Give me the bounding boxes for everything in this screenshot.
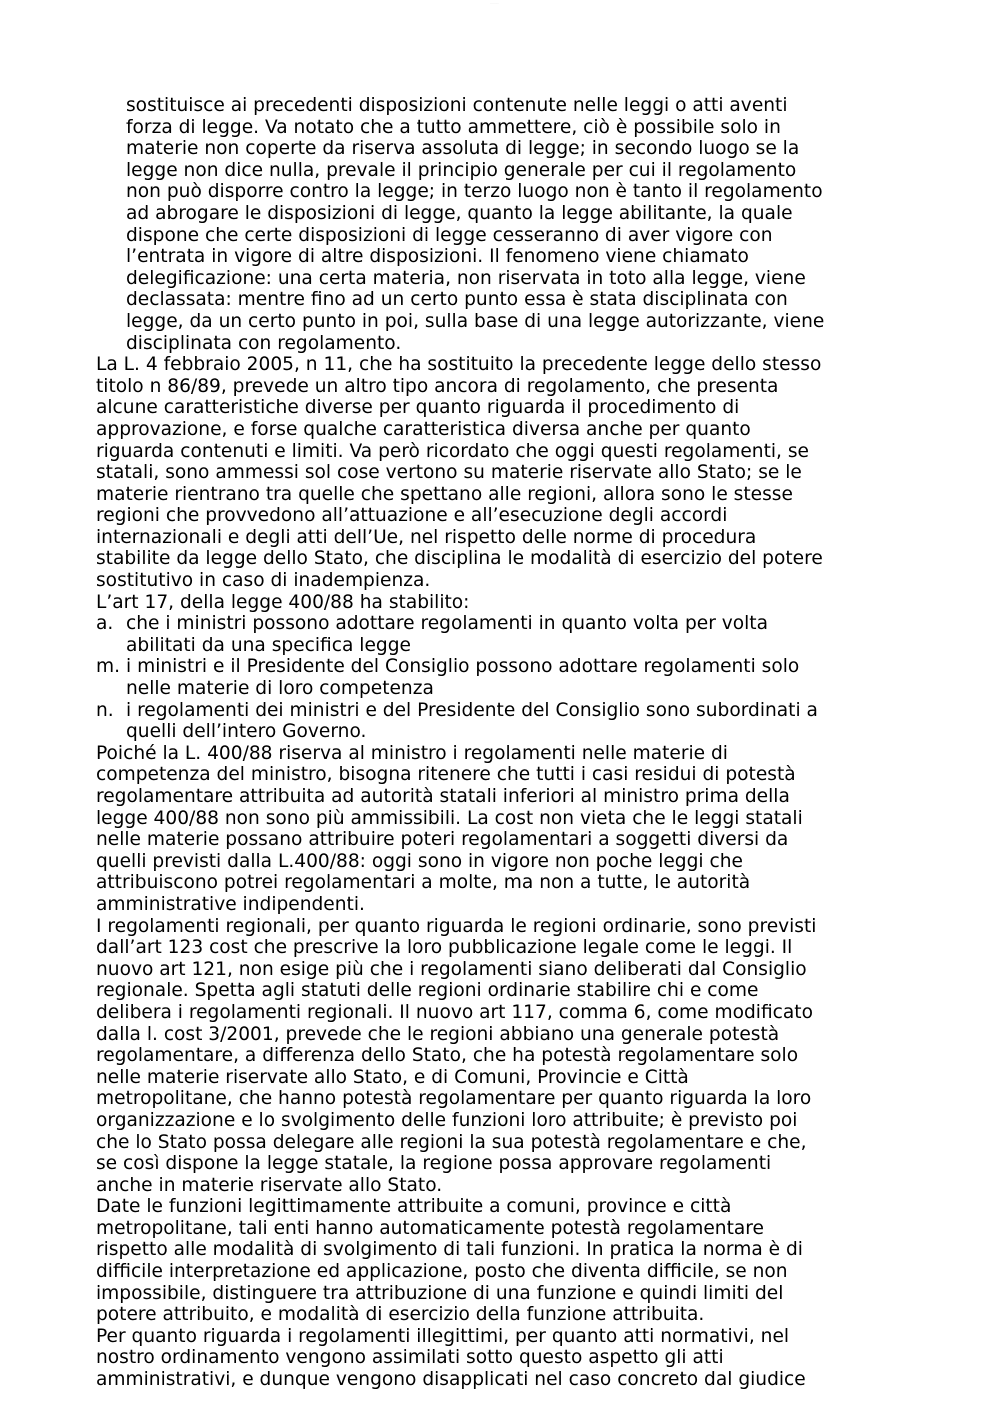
text-line: se così dispone la legge statale, la regione possa approvare regolamenti: [96, 1153, 772, 1175]
text-line: materie rientrano tra quelle che spettano alle regioni, allora sono le stesse: [96, 483, 793, 505]
text-line: regioni che provvedono all’attuazione e all’esecuzione degli accordi: [96, 505, 728, 527]
text-line: legge, da un certo punto in poi, sulla base di una legge autorizzante, viene: [126, 310, 825, 332]
page-header-mark: ·········: [490, 2, 499, 5]
text-line: quelli dell’intero Governo.: [126, 721, 367, 743]
text-line: attribuiscono potrei regolamentari a molte, ma non a tutte, le autorità: [96, 872, 751, 894]
text-line: metropolitane, tali enti hanno automaticamente potestà regolamentare: [96, 1217, 764, 1239]
text-line: delibera i regolamenti regionali. Il nuovo art 117, comma 6, come modificato: [96, 1001, 813, 1023]
text-line: amministrative indipendenti.: [96, 893, 365, 915]
paragraph-delegificazione: [96, 95, 896, 354]
text-line: quelli previsti dalla L.400/88: oggi sono in vigore non poche leggi che: [96, 850, 743, 872]
text-line: forza di legge. Va notato che a tutto ammettere, ciò è possibile solo in: [126, 116, 781, 138]
text-line: Date le funzioni legittimamente attribuite a comuni, province e città: [96, 1196, 732, 1218]
text-line: statali, sono ammessi sol cose vertono su materie riservate allo Stato; se le: [96, 462, 802, 484]
paragraph-regolamenti-regionali: [96, 916, 896, 1197]
text-line: impossibile, distinguere tra attribuzione di una funzione e quindi limiti del: [96, 1282, 784, 1304]
text-line: internazionali e degli atti dell’Ue, nel rispetto delle norme di procedura: [96, 526, 757, 548]
text-line: rispetto alle modalità di svolgimento di tali funzioni. In pratica la norma è di: [96, 1239, 803, 1261]
text-line: sostitutivo in caso di inadempienza.: [96, 570, 431, 592]
list-marker: a.: [96, 613, 114, 635]
list-item: [96, 656, 896, 699]
text-line: i ministri e il Presidente del Consiglio possono adottare regolamenti solo: [126, 656, 800, 678]
text-line: regolamentare, a differenza dello Stato, che ha potestà regolamentare solo: [96, 1045, 799, 1067]
text-line: legge non dice nulla, prevale il principio generale per cui il regolamento: [126, 159, 797, 181]
text-line: materie non coperte da riserva assoluta di legge; in secondo luogo se la: [126, 138, 800, 160]
text-line: competenza del ministro, bisogna ritenere che tutti i casi residui di potestà: [96, 764, 796, 786]
paragraph-regolamenti-illegittimi: [96, 1326, 896, 1391]
paragraph-art17-intro: [96, 592, 896, 614]
text-line: nuovo art 121, non esige più che i regolamenti siano deliberati dal Consiglio: [96, 958, 807, 980]
text-line: i regolamenti dei ministri e del Presidente del Consiglio sono subordinati a: [126, 699, 818, 721]
list-item: [96, 700, 896, 743]
text-line: organizzazione e lo svolgimento delle funzioni loro attribuite; è previsto poi: [96, 1109, 798, 1131]
text-line: La L. 4 febbraio 2005, n 11, che ha sostituito la precedente legge dello stesso: [96, 354, 822, 376]
text-line: dispone che certe disposizioni di legge cesseranno di aver vigore con: [126, 224, 773, 246]
text-line: titolo n 86/89, prevede un altro tipo ancora di regolamento, che presenta: [96, 375, 779, 397]
text-line: difficile interpretazione ed applicazione, posto che diventa difficile, se non: [96, 1261, 788, 1283]
text-line: dall’art 123 cost che prescrive la loro pubblicazione legale come le leggi. Il: [96, 937, 793, 959]
text-line: ad abrogare le disposizioni di legge, quanto la legge abilitante, la quale: [126, 202, 793, 224]
text-line: nelle materie riservate allo Stato, e di Comuni, Provincie e Città: [96, 1066, 689, 1088]
text-line: che lo Stato possa delegare alle regioni la sua potestà regolamentare e che,: [96, 1131, 807, 1153]
text-line: regionale. Spetta agli statuti delle regioni ordinarie stabilire chi e come: [96, 980, 759, 1002]
text-line: sostituisce ai precedenti disposizioni contenute nelle leggi o atti aventi: [126, 95, 788, 116]
text-line: alcune caratteristiche diverse per quanto riguarda il procedimento di: [96, 397, 740, 419]
text-line: anche in materie riservate allo Stato.: [96, 1174, 443, 1196]
text-line: che i ministri possono adottare regolamenti in quanto volta per volta: [126, 613, 768, 635]
text-line: regolamentare attribuita ad autorità statali inferiori al ministro prima della: [96, 786, 790, 807]
text-line: I regolamenti regionali, per quanto riguarda le regioni ordinarie, sono previsti: [96, 915, 817, 937]
text-line: non può disporre contro la legge; in terzo luogo non è tanto il regolamento: [126, 181, 823, 203]
list-item: [96, 613, 896, 656]
text-line: disciplinata con regolamento.: [126, 332, 402, 354]
text-line: legge 400/88 non sono più ammissibili. La cost non vieta che le leggi statali: [96, 807, 803, 829]
text-line: potere attribuito, e modalità di esercizio della funzione attribuita.: [96, 1304, 705, 1326]
text-line: abilitati da una specifica legge: [126, 634, 411, 656]
text-line: Per quanto riguarda i regolamenti illegittimi, per quanto atti normativi, nel: [96, 1325, 790, 1347]
text-line: riguarda contenuti e limiti. Va però ricordato che oggi questi regolamenti, se: [96, 440, 809, 462]
paragraph-funzioni-enti: [96, 1196, 896, 1326]
list-marker: m.: [96, 656, 121, 678]
text-line: declassata: mentre fino ad un certo punto essa è stata disciplinata con: [126, 289, 788, 311]
text-line: approvazione, e forse qualche caratteristica diversa anche per quanto: [96, 418, 751, 440]
document-page: [96, 95, 896, 1391]
text-line: nostro ordinamento vengono assimilati sotto questo aspetto gli atti: [96, 1347, 724, 1369]
paragraph-legge-2005: [96, 354, 896, 592]
text-line: L’art 17, della legge 400/88 ha stabilito:: [96, 591, 470, 613]
list-marker: n.: [96, 699, 114, 721]
paragraph-legge-400-88: [96, 743, 896, 916]
text-line: Poiché la L. 400/88 riserva al ministro i regolamenti nelle materie di: [96, 742, 728, 764]
text-line: nelle materie di loro competenza: [126, 678, 434, 700]
text-line: l’entrata in vigore di altre disposizioni. Il fenomeno viene chiamato: [126, 246, 749, 268]
text-line: metropolitane, che hanno potestà regolamentare per quanto riguarda la loro: [96, 1088, 812, 1110]
text-line: nelle materie possano attribuire poteri regolamentari a soggetti diversi da: [96, 829, 789, 851]
text-line: stabilite da legge dello Stato, che disciplina le modalità di esercizio del potere: [96, 548, 823, 570]
text-line: amministrativi, e dunque vengono disapplicati nel caso concreto dal giudice: [96, 1369, 806, 1391]
text-line: dalla l. cost 3/2001, prevede che le regioni abbiano una generale potestà: [96, 1023, 780, 1045]
text-line: delegificazione: una certa materia, non riservata in toto alla legge, viene: [126, 267, 806, 289]
